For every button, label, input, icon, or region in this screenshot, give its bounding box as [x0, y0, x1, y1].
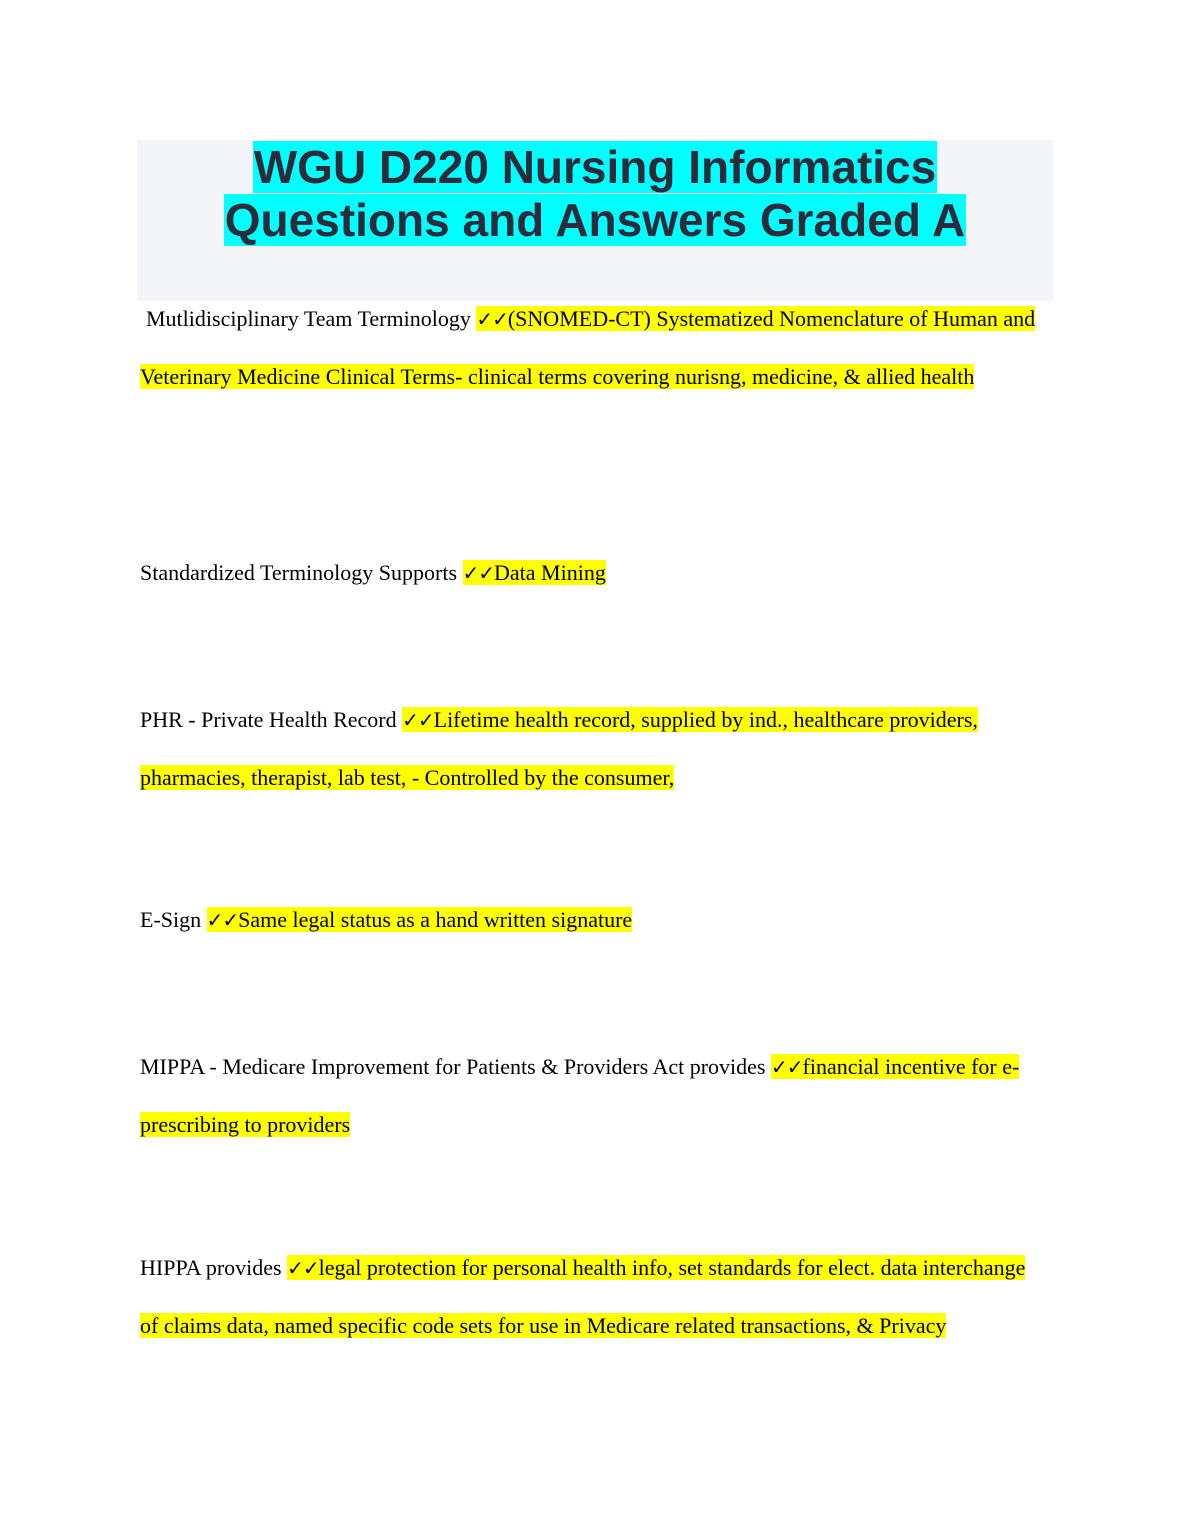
double-check-icon: ✓✓	[206, 908, 239, 932]
qa-item-hippa	[140, 1239, 1040, 1355]
double-check-icon: ✓✓	[771, 1055, 803, 1079]
qa-item-standardized-terminology	[140, 544, 1040, 602]
question-text: Mutlidisciplinary Team Terminology	[146, 306, 471, 331]
answer-text: Same legal status as a hand written signature	[238, 907, 633, 932]
qa-item-snomed	[140, 290, 1040, 406]
question-text: PHR - Private Health Record	[140, 707, 397, 732]
qa-item-phr	[140, 691, 1040, 807]
question-text: Standardized Terminology Supports	[140, 560, 458, 585]
title-block	[137, 140, 1053, 301]
qa-item-mippa	[140, 1038, 1040, 1154]
answer-text: Data Mining	[494, 560, 606, 585]
double-check-icon: ✓✓	[462, 561, 495, 585]
question-text: HIPPA provides	[140, 1255, 282, 1280]
qa-item-esign	[140, 891, 1040, 949]
answer-text: Lifetime health record, supplied by ind., healthcare providers, pharmacies, therapist, lab test, - Controlled by the consumer,	[140, 707, 978, 790]
answer-text: legal protection for personal health info, set standards for elect. data interchange of claims data, named specific code sets for use in Medicare related transactions, & Privacy	[140, 1255, 1026, 1338]
title-line-2: Questions and Answers Graded A	[224, 194, 966, 246]
answer-highlight	[207, 907, 633, 932]
question-text: MIPPA - Medicare Improvement for Patients & Providers Act provides	[140, 1054, 766, 1079]
double-check-icon: ✓✓	[287, 1256, 319, 1280]
question-text: E-Sign	[140, 907, 202, 932]
answer-text: financial incentive for e-prescribing to providers	[140, 1054, 1020, 1137]
answer-text: (SNOMED-CT) Systematized Nomenclature of Human and Veterinary Medicine Clinical Terms- clinical terms covering nurisng, medicine, & allied health	[140, 306, 1036, 389]
title-line-1: WGU D220 Nursing Informatics	[253, 141, 937, 193]
double-check-icon: ✓✓	[476, 307, 508, 331]
answer-highlight	[463, 560, 606, 585]
document-title	[137, 140, 1053, 247]
double-check-icon: ✓✓	[402, 708, 434, 732]
